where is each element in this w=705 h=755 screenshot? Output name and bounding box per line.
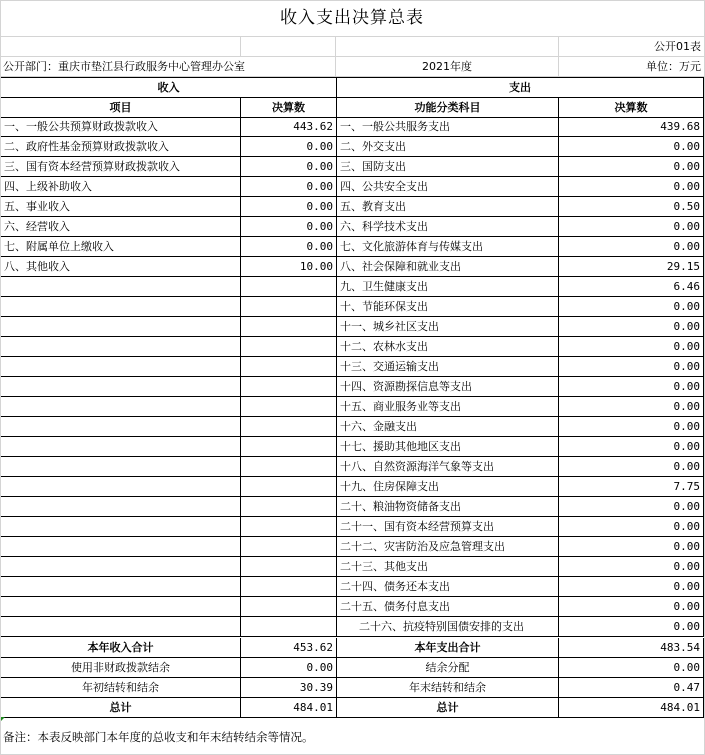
closing-balance-value[interactable]: 0.47 bbox=[559, 678, 704, 698]
income-amount-cell[interactable]: 0.00 bbox=[241, 137, 337, 157]
income-item-cell: 五、事业收入 bbox=[0, 197, 241, 217]
expense-item-cell: 一、一般公共服务支出 bbox=[337, 117, 559, 137]
expense-total-label: 本年支出合计 bbox=[337, 638, 559, 658]
expense-item-cell: 八、社会保障和就业支出 bbox=[337, 257, 559, 277]
table-row bbox=[0, 497, 705, 517]
income-item-cell bbox=[0, 297, 241, 317]
income-item-cell bbox=[0, 397, 241, 417]
income-item-cell: 三、国有资本经营预算财政拨款收入 bbox=[0, 157, 241, 177]
table-row bbox=[0, 437, 705, 457]
income-item-cell bbox=[0, 277, 241, 297]
expense-item-cell: 十八、自然资源海洋气象等支出 bbox=[337, 457, 559, 477]
income-amount-cell[interactable] bbox=[241, 297, 337, 317]
income-item-cell bbox=[0, 497, 241, 517]
empty-cell bbox=[336, 37, 559, 57]
expense-amount-cell[interactable]: 0.00 bbox=[559, 157, 704, 177]
income-item-cell: 八、其他收入 bbox=[0, 257, 241, 277]
expense-amount-cell[interactable]: 0.00 bbox=[559, 557, 704, 577]
income-amount-cell[interactable] bbox=[241, 497, 337, 517]
expense-item-cell: 十五、商业服务业等支出 bbox=[337, 397, 559, 417]
table-row bbox=[0, 177, 705, 197]
table-row bbox=[0, 217, 705, 237]
surplus-distribution-label: 结余分配 bbox=[337, 658, 559, 678]
income-amount-header: 决算数 bbox=[241, 98, 337, 118]
expense-amount-cell[interactable]: 0.00 bbox=[559, 357, 704, 377]
income-amount-cell[interactable] bbox=[241, 437, 337, 457]
income-amount-cell[interactable] bbox=[241, 277, 337, 297]
table-row bbox=[0, 157, 705, 177]
income-item-cell bbox=[0, 417, 241, 437]
surplus-distribution-value[interactable]: 0.00 bbox=[559, 658, 704, 678]
income-amount-cell[interactable] bbox=[241, 457, 337, 477]
opening-balance-label: 年初结转和结余 bbox=[0, 678, 241, 698]
income-section-header: 收入 bbox=[0, 77, 337, 98]
income-amount-cell[interactable]: 10.00 bbox=[241, 257, 337, 277]
income-item-cell: 二、政府性基金预算财政拨款收入 bbox=[0, 137, 241, 157]
income-total-value[interactable]: 453.62 bbox=[241, 638, 337, 658]
income-item-cell bbox=[0, 357, 241, 377]
expense-item-cell: 二十三、其他支出 bbox=[337, 557, 559, 577]
expense-section-header: 支出 bbox=[337, 77, 704, 98]
expense-total-value[interactable]: 483.54 bbox=[559, 638, 704, 658]
table-row bbox=[0, 557, 705, 577]
table-row bbox=[0, 417, 705, 437]
form-code: 公开01表 bbox=[559, 37, 705, 57]
expense-amount-cell[interactable]: 439.68 bbox=[559, 117, 704, 137]
table-row bbox=[0, 477, 705, 497]
footnote: 备注：本表反映部门本年度的总收支和年末结转结余等情况。 bbox=[3, 730, 314, 744]
expense-item-cell: 九、卫生健康支出 bbox=[337, 277, 559, 297]
table-row bbox=[0, 357, 705, 377]
expense-amount-cell[interactable]: 7.75 bbox=[559, 477, 704, 497]
expense-amount-cell[interactable]: 0.00 bbox=[559, 457, 704, 477]
table-row bbox=[0, 297, 705, 317]
table-row bbox=[0, 317, 705, 337]
expense-item-cell: 四、公共安全支出 bbox=[337, 177, 559, 197]
non-fiscal-balance-value[interactable]: 0.00 bbox=[241, 658, 337, 678]
empty-cell bbox=[0, 37, 241, 57]
grand-total-income-label: 总计 bbox=[0, 698, 241, 718]
grand-total-expense-value[interactable]: 484.01 bbox=[559, 698, 704, 718]
table-row bbox=[0, 337, 705, 357]
non-fiscal-balance-label: 使用非财政拨款结余 bbox=[0, 658, 241, 678]
expense-item-cell: 二、外交支出 bbox=[337, 137, 559, 157]
expense-amount-cell[interactable]: 0.00 bbox=[559, 617, 704, 637]
income-amount-cell[interactable] bbox=[241, 477, 337, 497]
grand-total-expense-label: 总计 bbox=[337, 698, 559, 718]
table-row bbox=[0, 537, 705, 557]
expense-item-cell: 十九、住房保障支出 bbox=[337, 477, 559, 497]
income-item-cell bbox=[0, 477, 241, 497]
expense-amount-cell[interactable]: 0.00 bbox=[559, 517, 704, 537]
table-row bbox=[0, 197, 705, 217]
expense-amount-cell[interactable]: 0.00 bbox=[559, 377, 704, 397]
income-amount-cell[interactable]: 0.00 bbox=[241, 237, 337, 257]
expense-item-cell: 七、文化旅游体育与传媒支出 bbox=[337, 237, 559, 257]
income-amount-cell[interactable]: 0.00 bbox=[241, 177, 337, 197]
table-row bbox=[0, 277, 705, 297]
income-item-cell: 四、上级补助收入 bbox=[0, 177, 241, 197]
expense-amount-cell[interactable]: 0.00 bbox=[559, 177, 704, 197]
income-amount-cell[interactable]: 0.00 bbox=[241, 217, 337, 237]
table-row bbox=[0, 137, 705, 157]
expense-amount-cell[interactable]: 0.00 bbox=[559, 597, 704, 617]
income-amount-cell[interactable] bbox=[241, 577, 337, 597]
expense-item-cell: 十七、援助其他地区支出 bbox=[337, 437, 559, 457]
income-amount-cell[interactable] bbox=[241, 317, 337, 337]
income-item-cell bbox=[0, 377, 241, 397]
expense-item-cell: 二十五、债务付息支出 bbox=[337, 597, 559, 617]
expense-amount-cell[interactable]: 0.00 bbox=[559, 417, 704, 437]
expense-item-cell: 六、科学技术支出 bbox=[337, 217, 559, 237]
expense-item-cell: 十六、金融支出 bbox=[337, 417, 559, 437]
department-label: 公开部门：重庆市垫江县行政服务中心管理办公室 bbox=[0, 57, 336, 77]
expense-item-cell: 二十、粮油物资储备支出 bbox=[337, 497, 559, 517]
income-item-cell bbox=[0, 557, 241, 577]
page-title: 收入支出决算总表 bbox=[0, 0, 705, 37]
expense-amount-cell[interactable]: 6.46 bbox=[559, 277, 704, 297]
income-amount-cell[interactable] bbox=[241, 517, 337, 537]
expense-amount-cell[interactable]: 0.50 bbox=[559, 197, 704, 217]
income-amount-cell[interactable] bbox=[241, 597, 337, 617]
income-item-cell: 七、附属单位上缴收入 bbox=[0, 237, 241, 257]
income-amount-cell[interactable] bbox=[241, 357, 337, 377]
expense-item-cell: 二十六、抗疫特别国债安排的支出 bbox=[337, 617, 559, 637]
table-row bbox=[0, 237, 705, 257]
income-item-cell bbox=[0, 577, 241, 597]
table-row bbox=[0, 617, 705, 637]
expense-amount-cell[interactable]: 0.00 bbox=[559, 537, 704, 557]
income-item-cell: 一、一般公共预算财政拨款收入 bbox=[0, 117, 241, 137]
expense-item-header: 功能分类科目 bbox=[337, 98, 559, 118]
expense-item-cell: 十四、资源勘探信息等支出 bbox=[337, 377, 559, 397]
income-total-label: 本年收入合计 bbox=[0, 638, 241, 658]
grand-total-income-value[interactable]: 484.01 bbox=[241, 698, 337, 718]
income-item-cell bbox=[0, 457, 241, 477]
income-item-header: 项目 bbox=[0, 98, 241, 118]
expense-amount-cell[interactable]: 0.00 bbox=[559, 317, 704, 337]
table-row bbox=[0, 117, 705, 137]
income-item-cell bbox=[0, 437, 241, 457]
table-row bbox=[0, 577, 705, 597]
table-row bbox=[0, 397, 705, 417]
expense-amount-cell[interactable]: 29.15 bbox=[559, 257, 704, 277]
income-amount-cell[interactable] bbox=[241, 617, 337, 637]
table-row bbox=[0, 257, 705, 277]
expense-item-cell: 十二、农林水支出 bbox=[337, 337, 559, 357]
income-item-cell bbox=[0, 617, 241, 637]
expense-amount-cell[interactable]: 0.00 bbox=[559, 577, 704, 597]
fiscal-year: 2021年度 bbox=[336, 57, 559, 77]
income-amount-cell[interactable] bbox=[241, 557, 337, 577]
expense-amount-cell[interactable]: 0.00 bbox=[559, 137, 704, 157]
income-amount-cell[interactable] bbox=[241, 337, 337, 357]
empty-cell bbox=[241, 37, 336, 57]
expense-amount-cell[interactable]: 0.00 bbox=[559, 297, 704, 317]
income-amount-cell[interactable]: 443.62 bbox=[241, 117, 337, 137]
expense-item-cell: 五、教育支出 bbox=[337, 197, 559, 217]
income-amount-cell[interactable] bbox=[241, 377, 337, 397]
expense-item-cell: 二十一、国有资本经营预算支出 bbox=[337, 517, 559, 537]
income-amount-cell[interactable] bbox=[241, 417, 337, 437]
unit-label: 单位：万元 bbox=[559, 57, 705, 77]
data-rows bbox=[0, 117, 705, 637]
expense-amount-cell[interactable]: 0.00 bbox=[559, 237, 704, 257]
expense-item-cell: 十一、城乡社区支出 bbox=[337, 317, 559, 337]
expense-item-cell: 三、国防支出 bbox=[337, 157, 559, 177]
income-item-cell bbox=[0, 517, 241, 537]
expense-item-cell: 二十四、债务还本支出 bbox=[337, 577, 559, 597]
expense-amount-cell[interactable]: 0.00 bbox=[559, 437, 704, 457]
income-item-cell bbox=[0, 597, 241, 617]
table-row bbox=[0, 597, 705, 617]
income-item-cell: 六、经营收入 bbox=[0, 217, 241, 237]
expense-item-cell: 十、节能环保支出 bbox=[337, 297, 559, 317]
income-amount-cell[interactable]: 0.00 bbox=[241, 157, 337, 177]
income-amount-cell[interactable] bbox=[241, 537, 337, 557]
income-item-cell bbox=[0, 337, 241, 357]
table-row bbox=[0, 517, 705, 537]
expense-amount-cell[interactable]: 0.00 bbox=[559, 217, 704, 237]
opening-balance-value[interactable]: 30.39 bbox=[241, 678, 337, 698]
income-amount-cell[interactable]: 0.00 bbox=[241, 197, 337, 217]
table-row bbox=[0, 457, 705, 477]
table-row bbox=[0, 377, 705, 397]
income-amount-cell[interactable] bbox=[241, 397, 337, 417]
expense-amount-cell[interactable]: 0.00 bbox=[559, 497, 704, 517]
closing-balance-label: 年末结转和结余 bbox=[337, 678, 559, 698]
expense-amount-cell[interactable]: 0.00 bbox=[559, 397, 704, 417]
expense-item-cell: 十三、交通运输支出 bbox=[337, 357, 559, 377]
expense-item-cell: 二十二、灾害防治及应急管理支出 bbox=[337, 537, 559, 557]
income-item-cell bbox=[0, 537, 241, 557]
expense-amount-cell[interactable]: 0.00 bbox=[559, 337, 704, 357]
income-item-cell bbox=[0, 317, 241, 337]
expense-amount-header: 决算数 bbox=[559, 98, 704, 118]
